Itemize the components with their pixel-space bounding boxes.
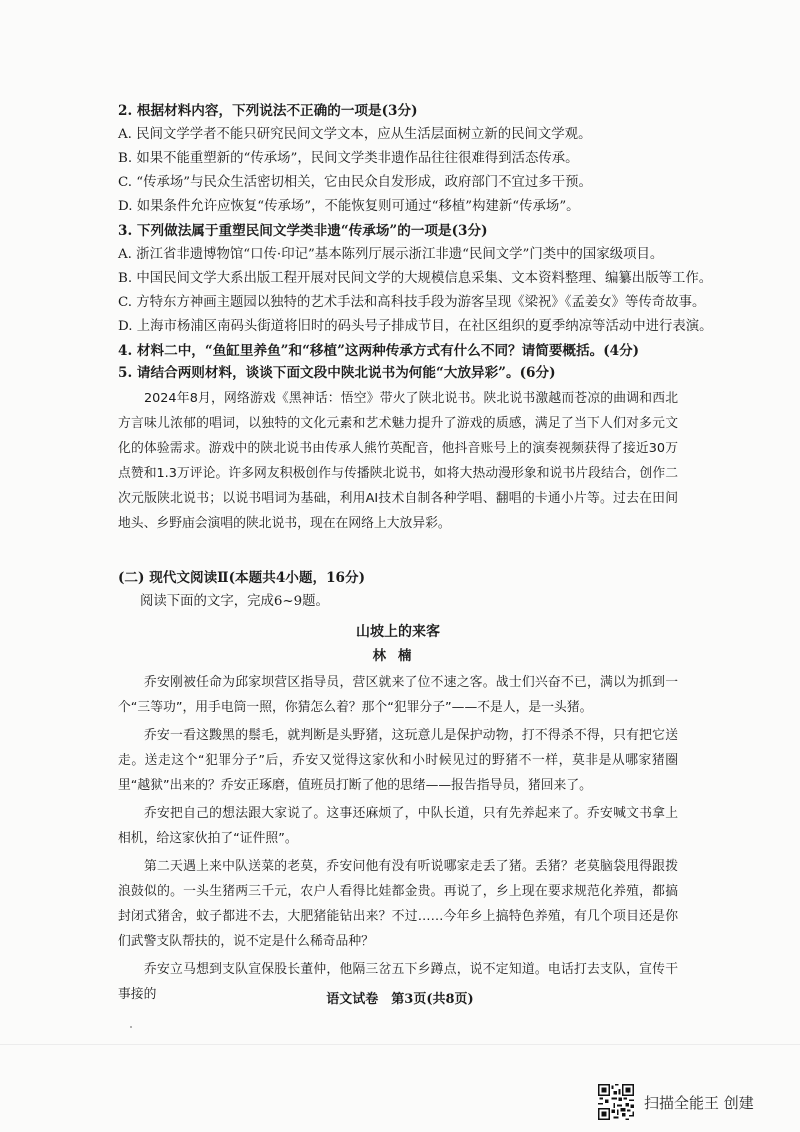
question-5-passage [118, 386, 678, 536]
story-paragraph: 乔安刚被任命为邱家坝营区指导员，营区就来了位不速之客。战士们兴奋不已，满以为抓到一个“三等功”，用手电筒一照，你猜怎么着？那个“犯罪分子”——不是人，是一头猪。 [118, 675, 678, 715]
story-paragraph: 第二天遇上来中队送菜的老莫，乔安问他有没有听说哪家走丢了猪。丢猪？老莫脑袋甩得跟拨浪鼓似的。一头生猪两三千元，农户人看得比娃都金贵。再说了，乡上现在要求规范化养殖，都搞封闭式猪舍，蚊子都进不去，大肥猪能钻出来？不过……今年乡上搞特色养殖，有几个项目还是你们武警支队帮扶的，说不定是什么稀奇品种？ [118, 859, 678, 949]
page-footer: 语文试卷 第3页(共8页) [326, 992, 474, 1007]
question-2-option-c: C. “传承场”与民众生活密切相关，它由民众自发形成，政府部门不宜过多干预。 [118, 175, 592, 190]
question-3-option-c: C. 方特东方神画主题园以独特的艺术手法和高科技手段为游客呈现《梁祝》《孟姜女》等传奇故事。 [118, 295, 706, 310]
watermark-text: 扫描全能王 创建 [644, 1093, 754, 1112]
story-paragraph: 乔安立马想到支队宣保股长董仲，他隔三岔五下乡蹲点，说不定知道。电话打去支队，宣传干事接的 [118, 962, 678, 1002]
page-divider [0, 1044, 800, 1045]
question-2 [118, 100, 678, 218]
story-title: 山坡上的来客 [356, 624, 440, 640]
scanner-watermark [598, 1082, 788, 1122]
question-4-stem: 4. 材料二中，“鱼缸里养鱼”和“移植”这两种传承方式有什么不同？请简要概括。(4分) [118, 343, 640, 359]
question-3-option-d: D. 上海市杨浦区南码头街道将旧时的码头号子排成节目，在社区组织的夏季纳凉等活动中进行表演。 [118, 319, 713, 334]
story-body [118, 670, 678, 1007]
story-paragraph: 乔安一看这黢黑的鬃毛，就判断是头野猪，这玩意儿是保护动物，打不得杀不得，只有把它送走。送走这个“犯罪分子”后，乔安又觉得这家伙和小时候见过的野猪不一样，莫非是从哪家猪圈里“越狱”出来的？乔安正琢磨，值班员打断了他的思绪——报告指导员，猪回来了。 [118, 728, 678, 793]
section-instruction: 阅读下面的文字，完成6~9题。 [140, 594, 329, 609]
section-heading: (二) 现代文阅读Ⅱ(本题共4小题，16分) [118, 570, 366, 586]
qr-code-icon [598, 1084, 634, 1120]
story-author: 林楠 [372, 648, 424, 664]
story-paragraph: 乔安把自己的想法跟大家说了。这事还麻烦了，中队长道，只有先养起来了。乔安喊文书拿上相机，给这家伙拍了“证件照”。 [118, 806, 678, 846]
question-2-option-d: D. 如果条件允许应恢复“传承场”，不能恢复则可通过“移植”构建新“传承场”。 [118, 199, 580, 214]
scan-speck [130, 1026, 132, 1028]
question-3 [118, 220, 713, 338]
page-content [118, 100, 713, 1010]
question-3-option-a: A. 浙江省非遗博物馆“口传·印记”基本陈列厅展示浙江非遗“民间文学”门类中的国家级项目。 [118, 247, 664, 262]
question-2-stem: 2. 根据材料内容，下列说法不正确的一项是(3分) [118, 103, 418, 119]
passage-text: 2024年8月，网络游戏《黑神话：悟空》带火了陕北说书。陕北说书激越而苍凉的曲调和西北方言味儿浓郁的唱词，以独特的文化元素和艺术魅力提升了游戏的质感，满足了当下人们对多元文化的体验需求。游戏中的陕北说书由传承人熊竹英配音，他抖音账号上的演奏视频获得了接近30万点赞和1.3万评论。许多网友积极创作与传播陕北说书，如将大热动漫形象和说书片段结合，创作二次元版陕北说书；以说书唱词为基础，利用AI技术自制各种学唱、翻唱的卡通小片等。过去在田间地头、乡野庙会演唱的陕北说书，现在在网络上大放异彩。 [118, 391, 678, 531]
question-3-option-b: B. 中国民间文学大系出版工程开展对民间文学的大规模信息采集、文本资料整理、编纂出版等工作。 [118, 271, 713, 286]
question-2-option-a: A. 民间文学学者不能只研究民间文学文本，应从生活层面树立新的民间文学观。 [118, 127, 592, 142]
question-2-option-b: B. 如果不能重塑新的“传承场”，民间文学类非遗作品往往很难得到活态传承。 [118, 151, 579, 166]
question-3-stem: 3. 下列做法属于重塑民间文学类非遗“传承场”的一项是(3分) [118, 223, 488, 239]
question-5-stem: 5. 请结合两则材料，谈谈下面文段中陕北说书为何能“大放异彩”。(6分) [118, 365, 556, 381]
